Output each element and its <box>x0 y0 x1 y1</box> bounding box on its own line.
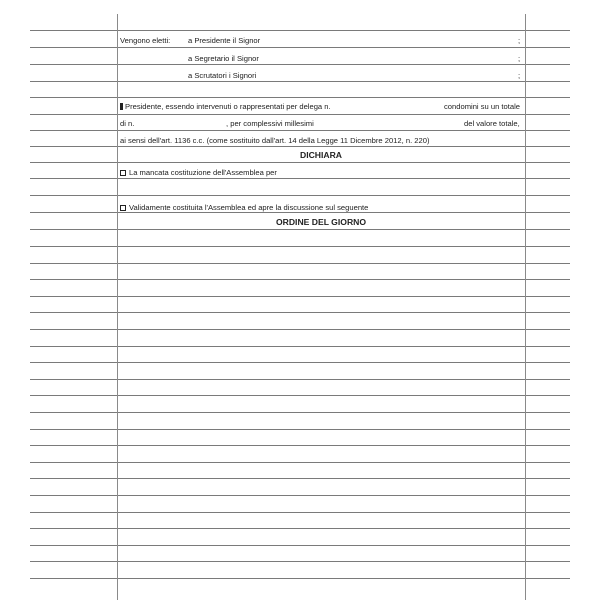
secretary-terminator: ; <box>518 54 521 63</box>
ruled-line <box>30 296 570 297</box>
attendance-line-3: ai sensi dell'art. 1136 c.c. (come sostituito dall'art. 14 della Legge 11 Dicembre 2012, n. 220) <box>120 136 430 145</box>
attendance-line-2-right: del valore totale, <box>464 119 520 128</box>
ruled-line <box>30 30 570 31</box>
ruled-line <box>30 379 570 380</box>
ruled-line <box>30 462 570 463</box>
ruled-line <box>30 561 570 562</box>
elected-lead-label: Vengono eletti: <box>120 36 171 45</box>
option-not-constituted-text: La mancata costituzione dell'Assemblea per <box>129 168 277 177</box>
attendance-line-1-right: condomini su un totale <box>444 102 520 111</box>
ruled-line <box>30 545 570 546</box>
declaration-heading: DICHIARA <box>299 150 342 160</box>
not-constituted-checkbox[interactable] <box>120 170 126 176</box>
ruled-line <box>30 130 570 131</box>
ruled-line <box>30 395 570 396</box>
ruled-line <box>30 195 570 196</box>
scrutineers-terminator: ; <box>518 71 521 80</box>
ruled-line <box>30 81 570 82</box>
ruled-line <box>30 445 570 446</box>
agenda-heading: ORDINE DEL GIORNO <box>275 217 367 227</box>
ruled-line <box>30 279 570 280</box>
scrutineers-label: a Scrutatori i Signori <box>188 71 257 80</box>
option-constituted <box>120 203 368 212</box>
ruled-line <box>30 578 570 579</box>
ruled-line <box>30 263 570 264</box>
ruled-line <box>30 478 570 479</box>
ruled-line <box>30 229 570 230</box>
attendance-line-1-text: Presidente, essendo intervenuti o rappresentati per delega n. <box>125 102 331 111</box>
ruled-line <box>30 47 570 48</box>
left-margin-line <box>117 14 118 600</box>
secretary-label: a Segretario il Signor <box>188 54 259 63</box>
ruled-line <box>30 429 570 430</box>
ruled-line <box>30 212 570 213</box>
president-label: a Presidente il Signor <box>188 36 261 45</box>
attendance-line-2-mid: , per complessivi millesimi <box>226 119 314 128</box>
bullet-mark <box>120 103 123 110</box>
attendance-line-1 <box>120 102 331 111</box>
ruled-line <box>30 114 570 115</box>
right-margin-line <box>525 14 526 600</box>
ruled-line <box>30 495 570 496</box>
ruled-line <box>30 512 570 513</box>
ruled-line <box>30 162 570 163</box>
attendance-line-2-left: di n. <box>120 119 135 128</box>
ruled-line <box>30 329 570 330</box>
ruled-line <box>30 146 570 147</box>
ruled-line <box>30 246 570 247</box>
ruled-line <box>30 412 570 413</box>
option-constituted-text: Validamente costituita l'Assemblea ed apre la discussione sul seguente <box>129 203 369 212</box>
constituted-checkbox[interactable] <box>120 205 126 211</box>
ruled-line <box>30 362 570 363</box>
option-not-constituted <box>120 168 277 177</box>
president-terminator: ; <box>518 36 521 45</box>
ruled-line <box>30 312 570 313</box>
ruled-line <box>30 528 570 529</box>
ruled-line <box>30 178 570 179</box>
ruled-line <box>30 346 570 347</box>
ruled-line <box>30 64 570 65</box>
ruled-line <box>30 97 570 98</box>
